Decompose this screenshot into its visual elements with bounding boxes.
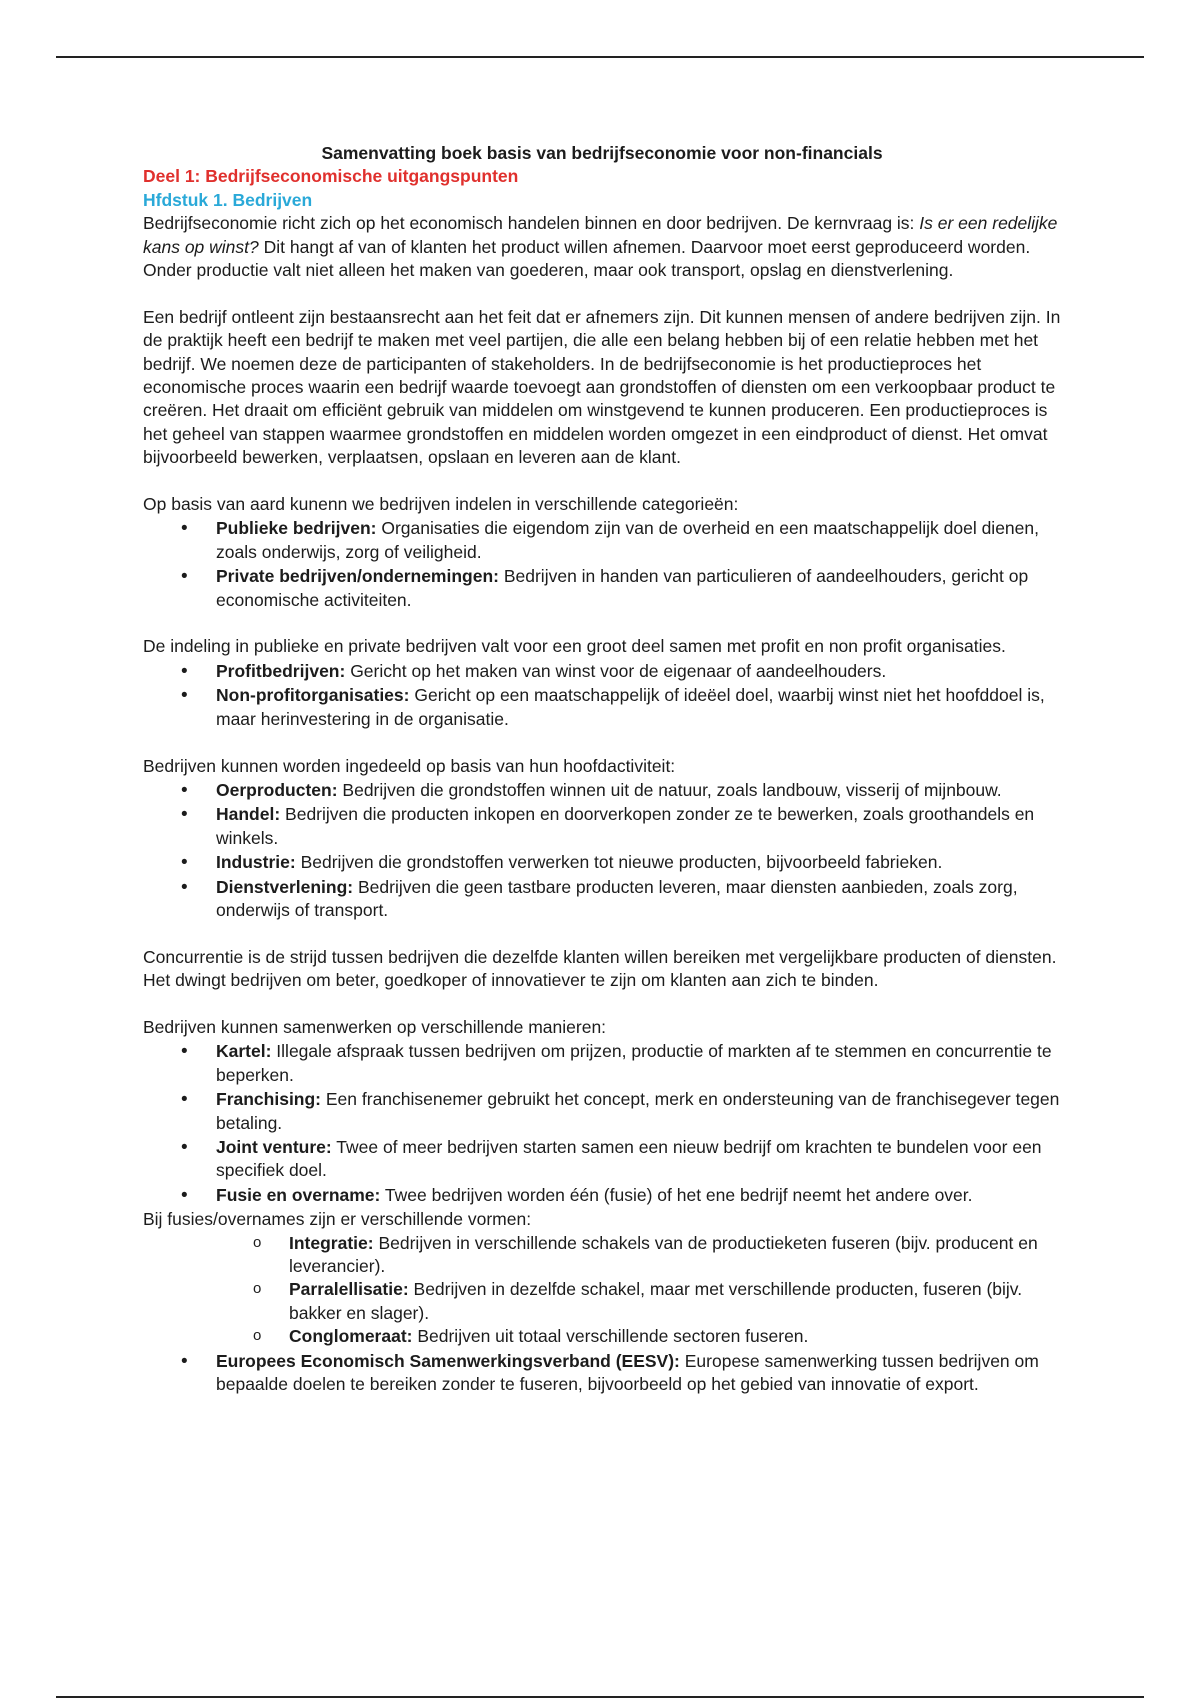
list-item: • Franchising: Een franchisenemer gebruikt het concept, merk en ondersteuning van de franchisegever tegen betaling. <box>143 1088 1061 1135</box>
header-rule <box>56 56 1144 58</box>
footer-rule <box>56 1696 1144 1698</box>
list-item: o Conglomeraat: Bedrijven uit totaal verschillende sectoren fuseren. <box>143 1325 1061 1348</box>
list-item: • Fusie en overname: Twee bedrijven worden één (fusie) of het ene bedrijf neemt het andere over. <box>143 1184 1061 1207</box>
profit-lead: De indeling in publieke en private bedrijven valt voor een groot deel samen met profit en non profit organisaties. <box>143 636 1006 657</box>
document-title: Samenvatting boek basis van bedrijfseconomie voor non-financials <box>321 143 883 163</box>
activiteit-list <box>143 779 1061 922</box>
aard-list <box>143 517 1061 612</box>
list-item: • Publieke bedrijven: Organisaties die eigendom zijn van de overheid en een maatschappelijk doel dienen, zoals onderwijs, zorg of veiligheid. <box>143 517 1061 564</box>
list-item: • Profitbedrijven: Gericht op het maken van winst voor de eigenaar of aandeelhouders. <box>143 660 1061 683</box>
list-item: • Joint venture: Twee of meer bedrijven starten samen een nieuw bedrijf om krachten te bundelen voor een specifiek doel. <box>143 1136 1061 1183</box>
profit-list <box>143 660 1061 731</box>
key-question: Is er een redelijke kans op winst? <box>143 213 1058 257</box>
activiteit-lead: Bedrijven kunnen worden ingedeeld op basis van hun hoofdactiviteit: <box>143 755 676 776</box>
list-item: o Parralellisatie: Bedrijven in dezelfde schakel, maar met verschillende producten, fuseren (bijv. bakker en slager). <box>143 1278 1061 1325</box>
fusie-lead: Bij fusies/overnames zijn er verschillende vormen: <box>143 1209 532 1230</box>
list-item: • Europees Economisch Samenwerkingsverband (EESV): Europese samenwerking tussen bedrijven om bepaalde doelen te bereiken zonder te fuseren, bijvoorbeeld op het gebied van innovatie of export. <box>143 1350 1061 1397</box>
intro-paragraph: Bedrijfseconomie richt zich op het economisch handelen binnen en door bedrijven. De kernvraag is: Is er een redelijke kans op winst? Dit hangt af van of klanten het product willen afnemen. Daarvoor moet eerst geproduceerd worden. Onder productie valt niet alleen het maken van goederen, maar ook transport, opslag en dienstverlening. <box>143 213 1058 281</box>
part-heading: Deel 1: Bedrijfseconomische uitgangspunten <box>143 166 519 187</box>
samenwerken-list <box>143 1040 1061 1207</box>
document-page <box>143 142 1061 1397</box>
list-item: • Industrie: Bedrijven die grondstoffen verwerken tot nieuwe producten, bijvoorbeeld fabrieken. <box>143 851 1061 874</box>
list-item: • Oerproducten: Bedrijven die grondstoffen winnen uit de natuur, zoals landbouw, visserij of mijnbouw. <box>143 779 1061 802</box>
eesv-list <box>143 1350 1061 1397</box>
list-item: • Handel: Bedrijven die producten inkopen en doorverkopen zonder ze te bewerken, zoals groothandels en winkels. <box>143 803 1061 850</box>
chapter-heading: Hfdstuk 1. Bedrijven <box>143 189 313 210</box>
samenwerken-lead: Bedrijven kunnen samenwerken op verschillende manieren: <box>143 1016 607 1037</box>
stakeholders-paragraph: Een bedrijf ontleent zijn bestaansrecht aan het feit dat er afnemers zijn. Dit kunnen mensen of andere bedrijven zijn. In de praktijk heeft een bedrijf te maken met veel partijen, die alle een belang hebben bij of een relatie hebben met het bedrijf. We noemen deze de participanten of stakeholders. In de bedrijfseconomie is het productieproces het economische proces waarin een bedrijf waarde toevoegt aan grondstoffen of diensten om een verkoopbaar product te creëren. Het draait om efficiënt gebruik van middelen om winstgevend te kunnen produceren. Een productieproces is het geheel van stappen waarmee grondstoffen en middelen worden omgezet in een eindproduct of dienst. Het omvat bijvoorbeeld bewerken, verplaatsen, opslaan en leveren aan de klant. <box>143 306 1061 468</box>
list-item: • Kartel: Illegale afspraak tussen bedrijven om prijzen, productie of markten af te stemmen en concurrentie te beperken. <box>143 1040 1061 1087</box>
fusie-forms-list <box>143 1232 1061 1349</box>
list-item: • Non-profitorganisaties: Gericht op een maatschappelijk of ideëel doel, waarbij winst niet het hoofddoel is, maar herinvestering in de organisatie. <box>143 684 1061 731</box>
list-item: o Integratie: Bedrijven in verschillende schakels van de productieketen fuseren (bijv. producent en leverancier). <box>143 1232 1061 1279</box>
aard-lead: Op basis van aard kunenn we bedrijven indelen in verschillende categorieën: <box>143 494 739 515</box>
list-item: • Private bedrijven/ondernemingen: Bedrijven in handen van particulieren of aandeelhouders, gericht op economische activiteiten. <box>143 565 1061 612</box>
concurrentie-paragraph: Concurrentie is de strijd tussen bedrijven die dezelfde klanten willen bereiken met vergelijkbare producten of diensten. Het dwingt bedrijven om beter, goedkoper of innovatiever te zijn om klanten aan zich te binden. <box>143 946 1057 991</box>
list-item: • Dienstverlening: Bedrijven die geen tastbare producten leveren, maar diensten aanbieden, zoals zorg, onderwijs of transport. <box>143 876 1061 923</box>
